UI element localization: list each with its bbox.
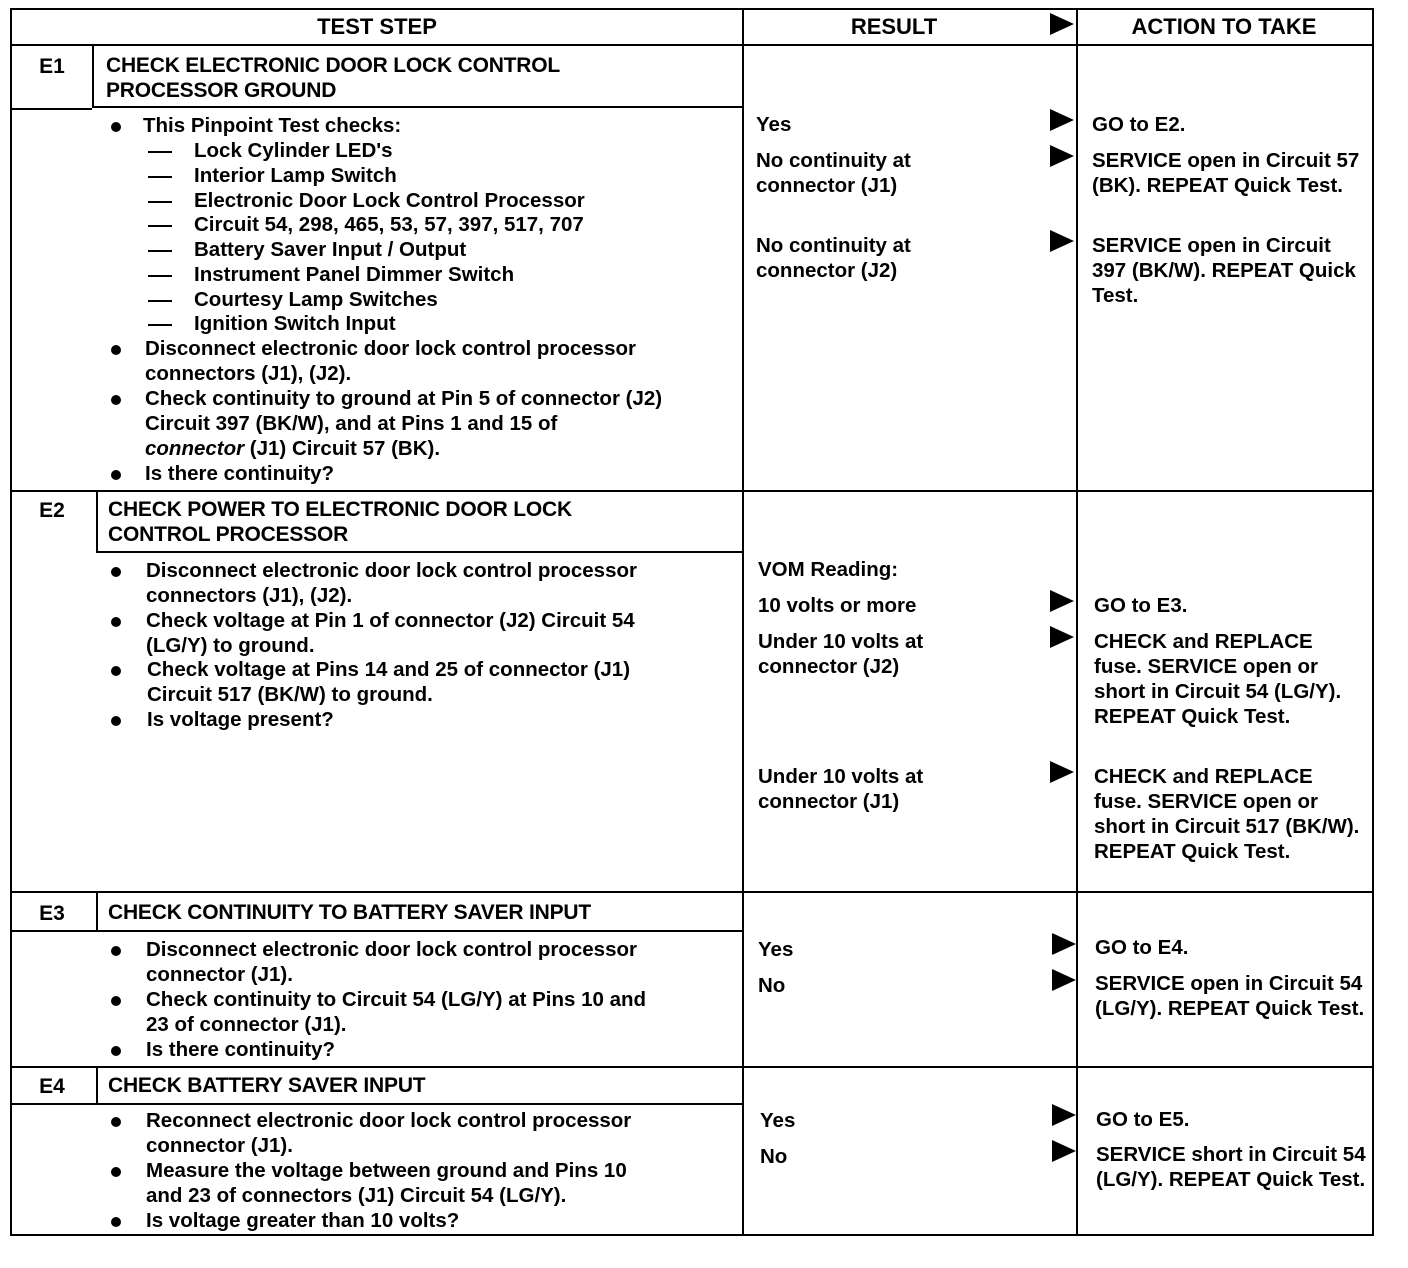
bullet-icon <box>111 470 121 480</box>
step-title-e4: CHECK BATTERY SAVER INPUT <box>108 1074 426 1097</box>
result-under-10-volts <box>758 629 923 679</box>
title-underline-e1 <box>92 106 742 108</box>
bullet-icon <box>111 1217 121 1227</box>
arrow-icon <box>1050 230 1074 252</box>
step-id-e2: E2 <box>39 499 65 522</box>
header-action: ACTION TO TAKE <box>1131 14 1317 39</box>
result-line: Under 10 volts at <box>758 630 924 653</box>
result-line: connector (J2) <box>758 655 900 678</box>
check-item: Circuit 54, 298, 465, 53, 57, 397, 517, 707 <box>194 213 584 236</box>
result-line: Under 10 volts at <box>758 765 924 788</box>
step-divider-e2 <box>12 490 1374 492</box>
test-question: Is there continuity? <box>146 1038 336 1061</box>
bullet-icon <box>111 567 121 577</box>
step-title-e1 <box>106 53 560 103</box>
step-divider-e3 <box>12 891 1374 893</box>
test-instruction: Disconnect electronic door lock control processor <box>146 938 637 961</box>
header-result: RESULT <box>850 14 938 39</box>
bullet-icon <box>111 666 121 676</box>
bullet-icon <box>111 395 121 405</box>
dash-icon <box>148 275 172 277</box>
arrow-icon <box>1050 590 1074 612</box>
step-ref: E5. <box>1158 1108 1190 1131</box>
header-test-step: TEST STEP <box>317 14 437 39</box>
action-text: GO to <box>1096 1108 1159 1131</box>
arrow-icon <box>1052 1140 1076 1162</box>
action-goto <box>1092 112 1362 137</box>
step-id-e1: E1 <box>39 55 65 78</box>
check-item: Battery Saver Input / Output <box>194 238 467 261</box>
arrow-icon <box>1052 1104 1076 1126</box>
arrow-icon <box>1050 145 1074 167</box>
test-instruction <box>145 437 440 462</box>
test-question: Is voltage greater than 10 volts? <box>146 1209 460 1232</box>
test-instruction: Check continuity to ground at Pin 5 of connector (J2) <box>145 387 663 410</box>
column-divider-result <box>742 10 744 1236</box>
result-no-continuity <box>756 148 911 198</box>
check-item: Courtesy Lamp Switches <box>194 288 438 311</box>
result-yes: Yes <box>756 113 792 136</box>
test-instruction: Disconnect electronic door lock control processor <box>145 337 636 360</box>
step-title-line: CONTROL PROCESSOR <box>108 523 349 546</box>
dash-icon <box>148 250 172 252</box>
test-instruction: and 23 of connectors (J1) Circuit 54 (LG/Y). <box>146 1184 567 1207</box>
arrow-icon <box>1050 761 1074 783</box>
step-id-e4: E4 <box>39 1075 65 1098</box>
result-line: connector (J1) <box>756 174 898 197</box>
arrow-icon <box>1052 969 1076 991</box>
title-underline-e2 <box>96 551 742 553</box>
test-instruction: connectors (J1), (J2). <box>145 362 352 385</box>
test-instruction: connector (J1). <box>146 1134 293 1157</box>
step-divider-e4 <box>12 1066 1374 1068</box>
dash-icon <box>148 225 172 227</box>
action-text: GO to <box>1094 594 1157 617</box>
action-service: SERVICE open in Circuit 397 (BK/W). REPEAT Quick Test. <box>1092 234 1356 307</box>
step-id-e3: E3 <box>39 902 65 925</box>
check-item: Interior Lamp Switch <box>194 164 397 187</box>
test-instruction: This Pinpoint Test checks: <box>143 114 402 137</box>
bullet-icon <box>111 716 121 726</box>
test-instruction: connectors (J1), (J2). <box>146 584 353 607</box>
action-replace-fuse: CHECK and REPLACE fuse. SERVICE open or short in Circuit 517 (BK/W). REPEAT Quick Test. <box>1094 765 1360 863</box>
header-arrow-icon <box>1050 13 1074 35</box>
bullet-icon <box>111 1117 121 1127</box>
dash-icon <box>148 176 172 178</box>
test-instruction: Circuit 517 (BK/W) to ground. <box>147 683 433 706</box>
bullet-icon <box>111 122 121 132</box>
instruction-text: (J1) Circuit 57 (BK). <box>244 437 441 460</box>
pinpoint-test-table <box>10 8 1374 1236</box>
step-title-line: CHECK ELECTRONIC DOOR LOCK CONTROL <box>106 54 561 77</box>
action-goto <box>1095 935 1365 960</box>
title-underline-e4 <box>12 1103 742 1105</box>
result-line: No continuity at <box>756 234 911 257</box>
step-id-divider-e3 <box>96 892 98 932</box>
result-no: No <box>760 1145 788 1168</box>
action-service: SERVICE open in Circuit 54 (LG/Y). REPEAT Quick Test. <box>1095 972 1365 1020</box>
result-line: connector (J2) <box>756 259 898 282</box>
test-question: Is there continuity? <box>145 462 335 485</box>
check-item: Ignition Switch Input <box>194 312 396 335</box>
action-goto <box>1096 1107 1366 1132</box>
step-ref: E3. <box>1156 594 1188 617</box>
bullet-icon <box>111 1046 121 1056</box>
bullet-icon <box>111 1167 121 1177</box>
step-ref: E4. <box>1157 936 1189 959</box>
arrow-icon <box>1050 626 1074 648</box>
dash-icon <box>148 300 172 302</box>
step-title-e3: CHECK CONTINUITY TO BATTERY SAVER INPUT <box>108 901 592 924</box>
test-instruction: Check voltage at Pin 1 of connector (J2) Circuit 54 <box>146 609 635 632</box>
check-item: Instrument Panel Dimmer Switch <box>194 263 515 286</box>
action-text: GO to <box>1095 936 1158 959</box>
test-instruction: Reconnect electronic door lock control processor <box>146 1109 632 1132</box>
arrow-icon <box>1052 933 1076 955</box>
result-yes: Yes <box>760 1109 796 1132</box>
italic-word: connector <box>145 437 245 460</box>
step-ref: E2. <box>1154 113 1186 136</box>
dash-icon <box>148 201 172 203</box>
test-question: Is voltage present? <box>147 708 334 731</box>
step-title-e2 <box>108 497 572 547</box>
check-item: Electronic Door Lock Control Processor <box>194 189 585 212</box>
dash-icon <box>148 151 172 153</box>
title-underline-e3 <box>12 930 742 932</box>
test-instruction: Check voltage at Pins 14 and 25 of connector (J1) <box>147 658 631 681</box>
result-vom-reading: VOM Reading: <box>758 558 899 581</box>
bullet-icon <box>111 946 121 956</box>
action-text: GO to <box>1092 113 1155 136</box>
test-instruction: (LG/Y) to ground. <box>146 634 315 657</box>
check-item: Lock Cylinder LED's <box>194 139 393 162</box>
action-service: SERVICE open in Circuit 57 (BK). REPEAT Quick Test. <box>1092 149 1360 197</box>
test-instruction: 23 of connector (J1). <box>146 1013 347 1036</box>
step-id-divider-e2 <box>96 491 98 553</box>
step-title-line: CHECK POWER TO ELECTRONIC DOOR LOCK <box>108 498 572 521</box>
result-yes: Yes <box>758 938 794 961</box>
test-instruction: connector (J1). <box>146 963 293 986</box>
arrow-icon <box>1050 109 1074 131</box>
result-no-continuity <box>756 233 911 283</box>
result-10-volts: 10 volts or more <box>758 594 917 617</box>
test-instruction: Disconnect electronic door lock control processor <box>146 559 637 582</box>
test-instruction: Circuit 397 (BK/W), and at Pins 1 and 15 of <box>145 412 558 435</box>
result-line: connector (J1) <box>758 790 900 813</box>
step-id-divider-e1 <box>92 44 94 108</box>
test-instruction: Measure the voltage between ground and Pins 10 <box>146 1159 627 1182</box>
step-header-underline-e1 <box>12 108 92 110</box>
bullet-icon <box>111 996 121 1006</box>
step-id-divider-e4 <box>96 1067 98 1105</box>
action-service: SERVICE short in Circuit 54 (LG/Y). REPEAT Quick Test. <box>1096 1143 1366 1191</box>
result-under-10-volts <box>758 764 923 814</box>
step-title-line: PROCESSOR GROUND <box>106 79 337 102</box>
action-goto <box>1094 593 1364 618</box>
dash-icon <box>148 324 172 326</box>
bullet-icon <box>111 617 121 627</box>
test-instruction: Check continuity to Circuit 54 (LG/Y) at Pins 10 and <box>146 988 647 1011</box>
action-replace-fuse: CHECK and REPLACE fuse. SERVICE open or short in Circuit 54 (LG/Y). REPEAT Quick Test. <box>1094 630 1342 728</box>
column-divider-action <box>1076 10 1078 1236</box>
header-divider <box>12 44 1374 46</box>
result-line: No continuity at <box>756 149 911 172</box>
bullet-icon <box>111 345 121 355</box>
result-no: No <box>758 974 786 997</box>
